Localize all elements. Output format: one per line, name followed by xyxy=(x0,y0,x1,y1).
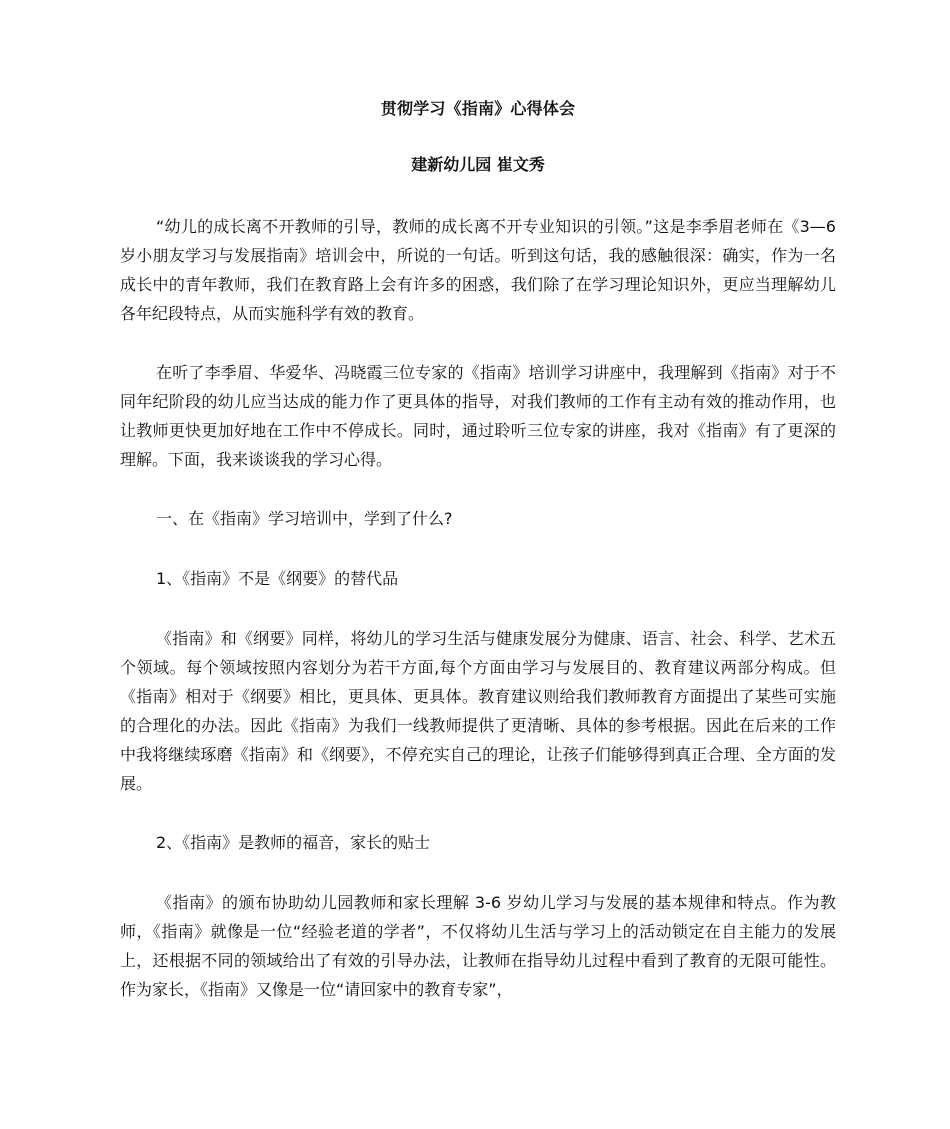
section-heading-1: 一、在《指南》学习培训中，学到了什么? xyxy=(156,509,453,528)
paragraph-1: “幼儿的成长离不开教师的引导，教师的成长离不开专业知识的引领。”这是李季眉老师在《3—6 岁小朋友学习与发展指南》培训会中，所说的一句话。听到这句话，我的感触很深：确实，作为一名成长中的青年教师，我们在教育路上会有许多的困惑，我们除了在学习理论知识外，更应当理解幼儿各年纪段特点，从而实施科学有效的教育。 xyxy=(120,217,836,323)
paragraph-4: 《指南》的颁布协助幼儿园教师和家长理解 3-6 岁幼儿学习与发展的基本规律和特点。作为教师，《指南》就像是一位“经验老道的学者”，不仅将幼儿生活与学习上的活动锁定在自主能力的发展上，还根据不同的领域给出了有效的引导办法，让教师在指导幼儿过程中看到了教育的无限可能性。作为家长，《指南》又像是一位“请回家中的教育专家”， xyxy=(120,893,836,999)
paragraph-2: 在听了李季眉、华爱华、冯晓霞三位专家的《指南》培训学习讲座中，我理解到《指南》对于不同年纪阶段的幼儿应当达成的能力作了更具体的指导，对我们教师的工作有主动有效的推动作用，也让教师更快更加好地在工作中不停成长。同时，通过聆听三位专家的讲座，我对《指南》有了更深的理解。下面，我来谈谈我的学习心得。 xyxy=(120,363,836,469)
paragraph-3: 《指南》和《纲要》同样，将幼儿的学习生活与健康发展分为健康、语言、社会、科学、艺术五个领域。每个领域按照内容划分为若干方面,每个方面由学习与发展目的、教育建议两部分构成。但《指南》相对于《纲要》相比，更具体、更具体。教育建议则给我们教师教育方面提出了某些可实施的合理化的办法。因此《指南》为我们一线教师提供了更清晰、具体的参考根据。因此在后来的工作中我将继续琢磨《指南》和《纲要》，不停充实自己的理论，让孩子们能够得到真正合理、全方面的发展。 xyxy=(120,629,836,793)
document-author: 建新幼儿园 崔文秀 xyxy=(411,155,545,174)
document-title: 贯彻学习《指南》心得体会 xyxy=(380,99,576,118)
subsection-heading-1: 1、《指南》不是《纲要》的替代品 xyxy=(156,569,399,588)
subsection-heading-2: 2、《指南》是教师的福音，家长的贴士 xyxy=(156,833,431,852)
document-body xyxy=(120,96,836,1034)
